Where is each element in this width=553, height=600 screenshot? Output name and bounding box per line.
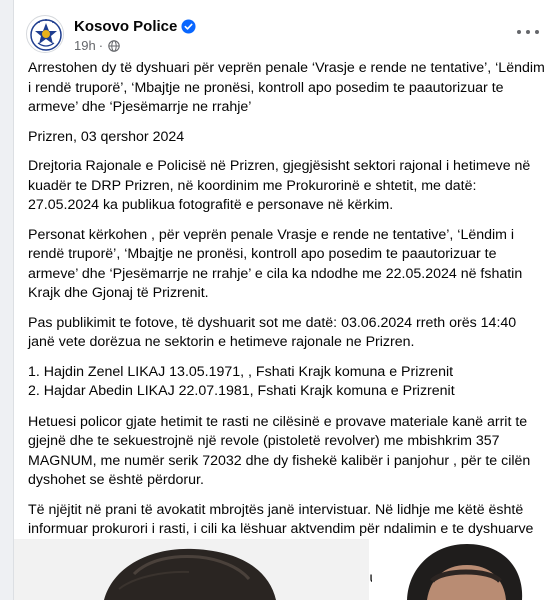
post-paragraph: Hetuesi policor gjate hetimit te rasti ne cilësinë e provave materiale kanë arrit te gjejnë dhe te sekuestrojnë një revole (pistoletë revolver) me mbishkrim 357 MAGNUM, me numër serik 72032 dhe dy fishekë kalibër i panjohur , për te cilën dyshohet se është përdorur. <box>28 413 531 488</box>
photo-right-image <box>372 539 553 600</box>
post-time[interactable]: 19h <box>74 38 96 53</box>
page-avatar[interactable] <box>26 15 64 53</box>
page-name-row <box>74 18 196 35</box>
kosovo-police-logo-icon <box>27 16 64 53</box>
more-dot <box>526 30 530 34</box>
suspect-photo-left[interactable] <box>14 539 369 600</box>
page-name[interactable]: Kosovo Police <box>74 18 178 35</box>
post-paragraph: Të njëjtit në prani të avokatit mbrojtës janë intervistuar. Në lidhje me këtë është informuar prokurori i rasti, i cili ka lëshuar aktvendim për ndalimin e te dyshuarve <box>28 501 534 537</box>
globe-icon <box>108 40 120 52</box>
post-card <box>13 0 553 600</box>
more-options-icon[interactable] <box>517 24 539 40</box>
post-paragraph: Pas publikimit te fotove, të dyshuarit sot me datë: 03.06.2024 rreth orës 14:40 janë vete dorëzua ne sektorin e hetimeve rajonale ne Prizren. <box>28 314 517 350</box>
list-item: 1. Hajdin Zenel LIKAJ 13.05.1971, , Fshati Krajk komuna e Prizrenit <box>28 363 454 380</box>
post-meta <box>74 38 120 53</box>
post-body <box>28 59 546 599</box>
post-photos <box>14 539 553 600</box>
suspects-list <box>28 363 546 402</box>
more-dot <box>517 30 521 34</box>
meta-separator: · <box>98 38 104 53</box>
post-headline: Arrestohen dy të dyshuari për veprën penale ‘Vrasje e rende ne tentative’, ‘Lëndim i rendë truporë’, ‘Mbajtje ne pronësi, kontroll apo posedim te paautorizuar te armeve’ dhe ‘Pjesëmarrje ne rrahje’ <box>28 60 545 115</box>
suspect-photo-right[interactable] <box>372 539 553 600</box>
more-dot <box>535 30 539 34</box>
photo-left-image <box>14 539 369 600</box>
list-item: 2. Hajdar Abedin LIKAJ 22.07.1981, Fshati Krajk komuna e Prizrenit <box>28 383 455 399</box>
post-paragraph: Drejtoria Rajonale e Policisë në Prizren, gjegjësisht sektori rajonal i hetimeve në kuadër te DRP Prizren, në koordinim me Prokurorinë e shtetit, me datë: 27.05.2024 ka publikua fotografitë e personave në kërkim. <box>28 158 531 213</box>
post-dateline: Prizren, 03 qershor 2024 <box>28 128 185 145</box>
post-header <box>14 0 553 58</box>
post-paragraph: Personat kërkohen , për veprën penale Vrasje e rende ne tentative’, ‘Lëndim i rendë truporë’, ‘Mbajtje ne pronësi, kontroll apo posedim te paautorizuar te armeve’ dhe ‘Pjesëmarrje ne rrahje’ e cila ka ndodhe me 22.05.2024 në fshatin Krajk dhe Gjonaj të Prizrenit. <box>28 226 523 301</box>
verified-badge-icon <box>181 19 196 34</box>
